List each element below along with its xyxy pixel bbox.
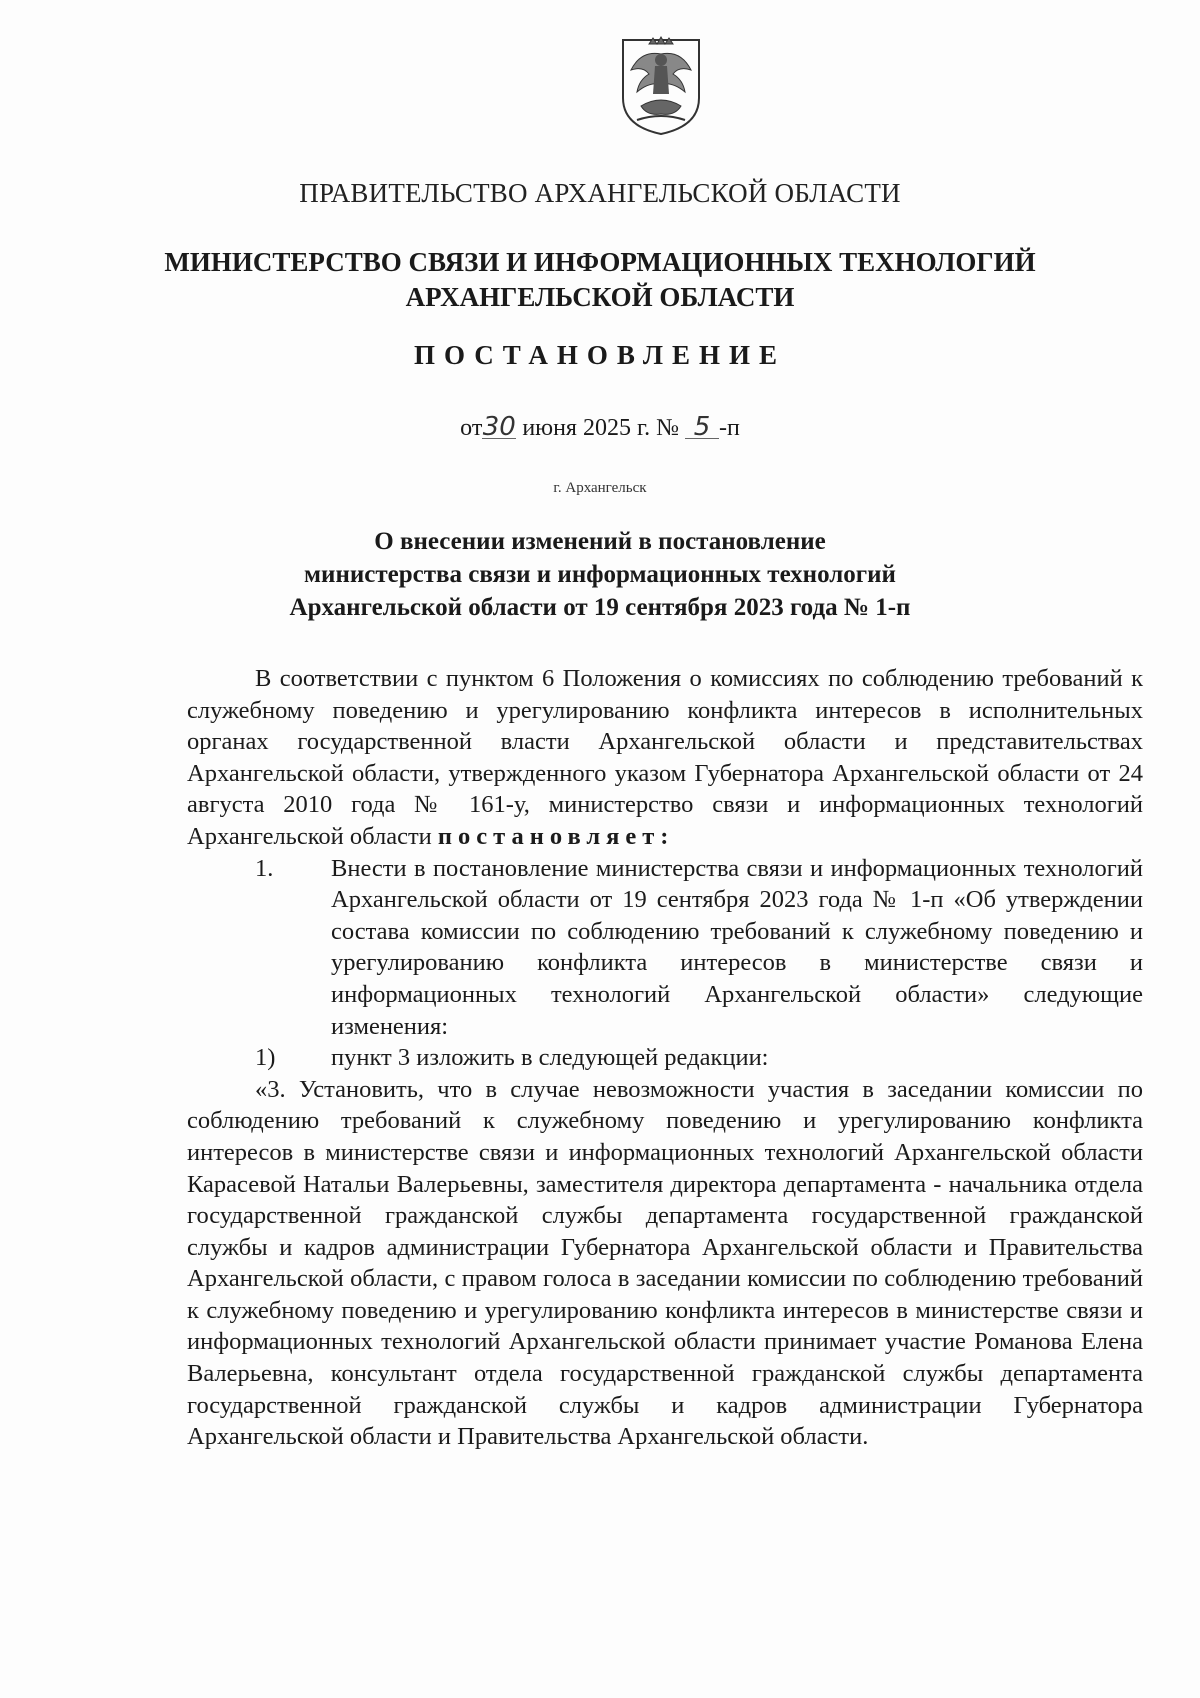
coat-of-arms-svg [619, 36, 703, 136]
date-number-line [0, 412, 1200, 442]
subitem-1-number: 1) [255, 1044, 276, 1072]
subject-line1: О внесении изменений в постановление [374, 528, 826, 555]
preamble-text: В соответствии с пунктом 6 Положения о комиссиях по соблюдению требований к служебному поведению и урегулированию конфликта интересов в исполнительных органах государственной власти Архангельской области и представительствах Архангельской области, утвержденного указом Губернатора Архангельской области от 24 августа 2010 года № 161-у, министерство связи и информационных технологий Архангельской области [187, 665, 1143, 850]
document-body [187, 663, 1143, 1453]
subject-line2: министерства связи и информационных технологий [304, 561, 896, 588]
date-month-year: июня 2025 г. № [522, 415, 680, 441]
item-1 [187, 853, 1143, 1043]
document-type: ПОСТАНОВЛЕНИЕ [413, 340, 787, 370]
preamble-paragraph [187, 663, 1143, 853]
item-1-number: 1. [255, 854, 274, 882]
subitem-1-text: пункт 3 изложить в следующей редакции: [331, 1044, 769, 1072]
document-subject [0, 525, 1200, 624]
ministry-title [0, 245, 1200, 315]
number-suffix: -п [719, 415, 740, 441]
date-prefix: от [460, 415, 483, 441]
subitem-1 [187, 1042, 1143, 1074]
ministry-title-line2: АРХАНГЕЛЬСКОЙ ОБЛАСТИ [405, 282, 795, 312]
item-1-text: Внести в постановление министерства связи и информационных технологий Архангельской области от 19 сентября 2023 года № 1-п «Об утверждении состава комиссии по соблюдению требований к служебному поведению и урегулированию конфликта интересов в министерстве связи и информационных технологий Архангельской области» следующие изменения: [331, 854, 1143, 1040]
coat-of-arms-icon [619, 36, 703, 136]
document-number-handwritten: 5 [685, 416, 719, 439]
date-day-handwritten: 30 [482, 412, 516, 442]
quoted-paragraph: «3. Установить, что в случае невозможности участия в заседании комиссии по соблюдению требований к служебному поведению и урегулированию конфликта интересов в министерстве связи и информационных технологий Архангельской области Карасевой Натальи Валерьевны, заместителя директора департамента - начальника отдела государственной гражданской службы департамента государственной гражданской службы и кадров администрации Губернатора Архангельской области и Правительства Архангельской области, с правом голоса в заседании комиссии по соблюдению требований к служебному поведению и урегулированию конфликта интересов в министерстве связи и информационных технологий Архангельской области принимает участие Романова Елена Валерьевна, консультант отдела государственной гражданской службы департамента государственной гражданской службы и кадров администрации Губернатора Архангельской области и Правительства Архангельской области. [187, 1075, 1143, 1451]
ministry-title-line1: МИНИСТЕРСТВО СВЯЗИ И ИНФОРМАЦИОННЫХ ТЕХНОЛОГИЙ [164, 247, 1036, 277]
city-label: г. Архангельск [553, 480, 647, 496]
subject-line3: Архангельской области от 19 сентября 2023 года № 1-п [289, 594, 911, 621]
decree-word: постановляет: [437, 822, 675, 850]
government-title: ПРАВИТЕЛЬСТВО АРХАНГЕЛЬСКОЙ ОБЛАСТИ [299, 178, 901, 208]
